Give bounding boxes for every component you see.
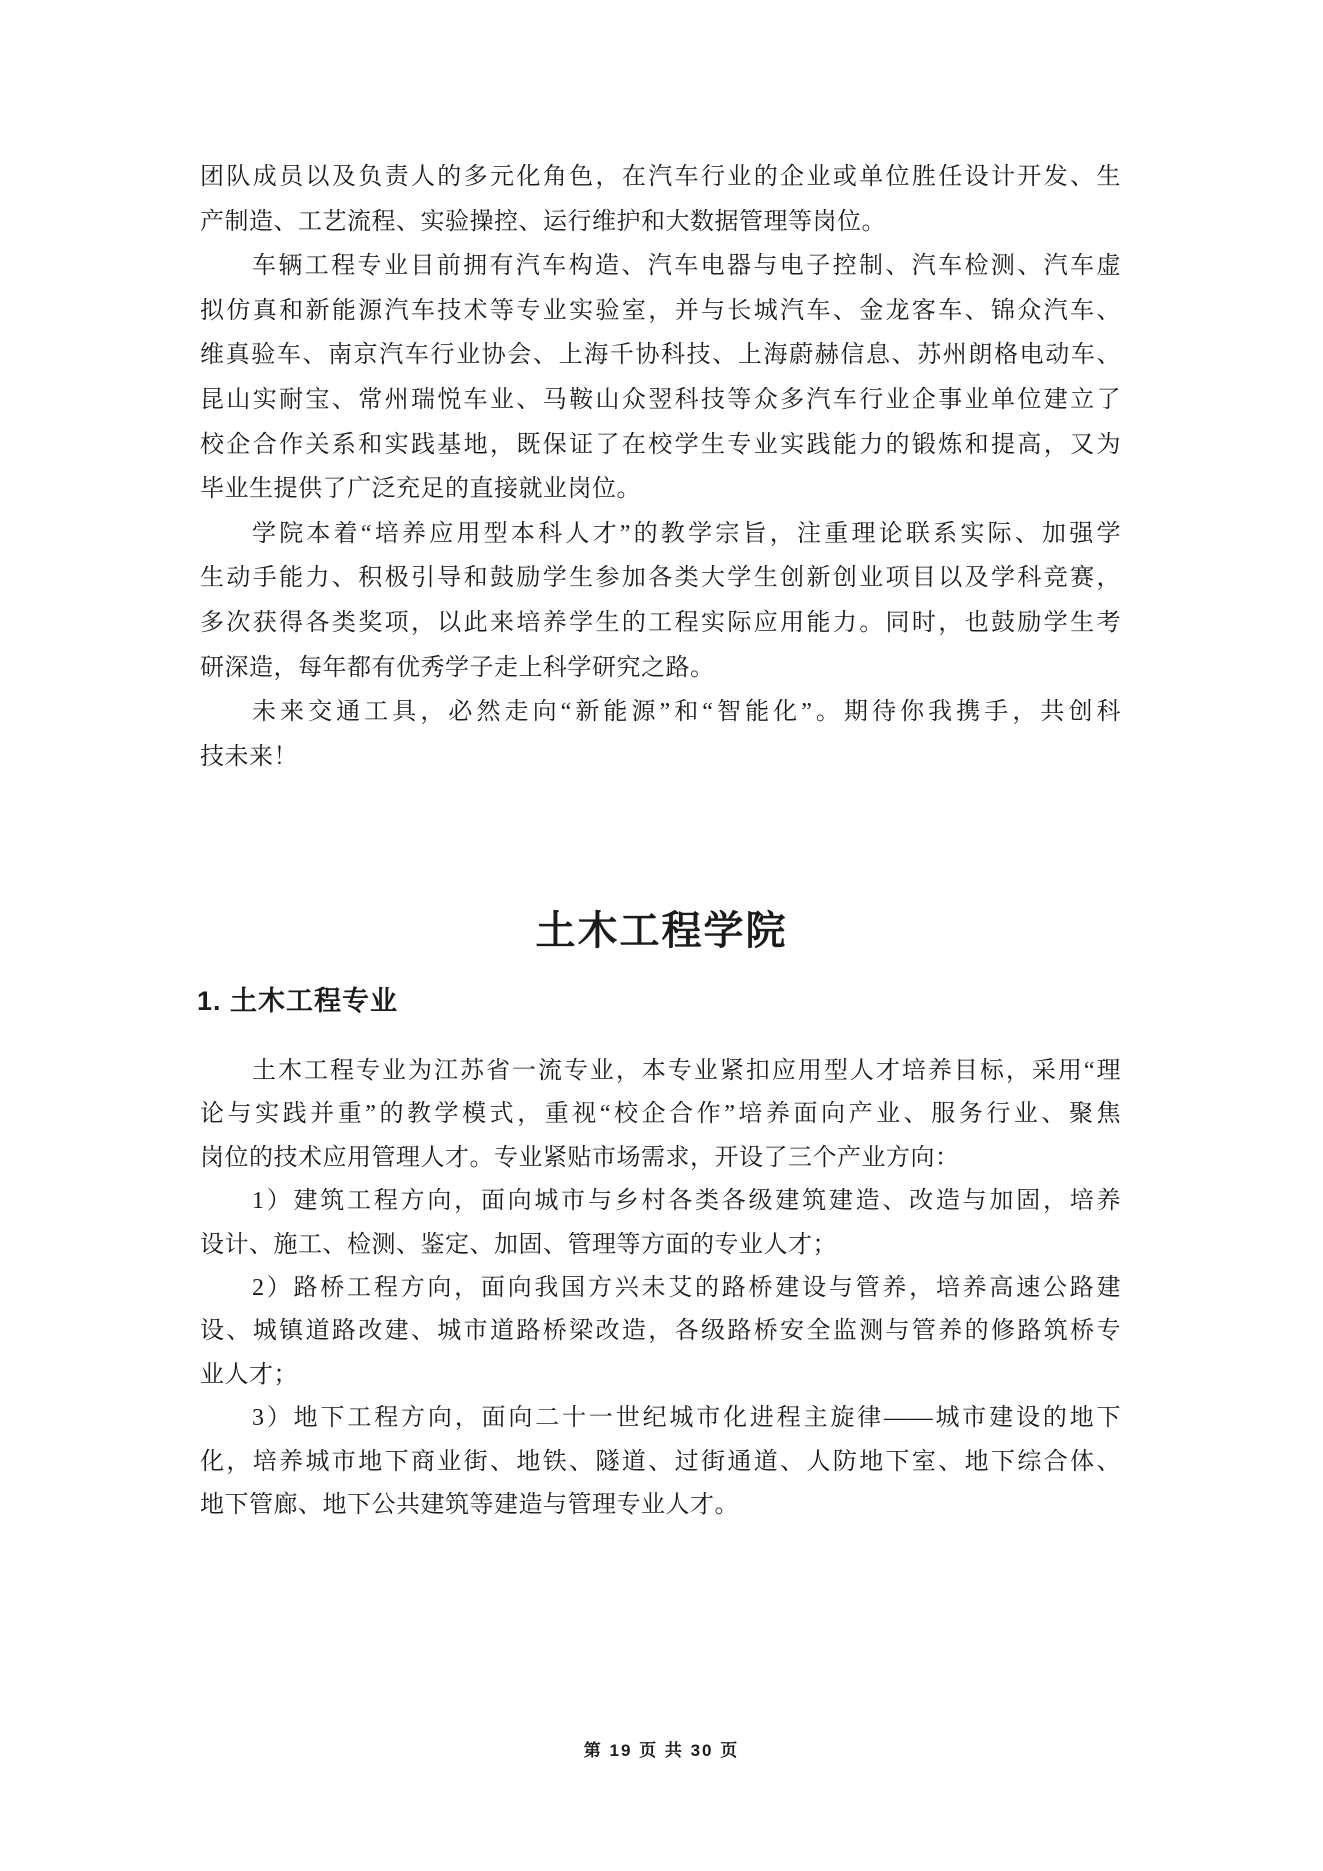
text-line: 3）地下工程方向，面向二十一世纪城市化进程主旋律——城市建设的地下: [252, 1405, 1121, 1432]
text-line: 校企合作关系和实践基地，既保证了在校学生专业实践能力的锻炼和提高，又为: [200, 431, 1121, 458]
subsection-heading-civil-major: 1. 土木工程专业: [197, 986, 399, 1016]
text-line: 岗位的技术应用管理人才。专业紧贴市场需求，开设了三个产业方向：: [200, 1144, 960, 1171]
paragraph-vehicle-roles: [200, 155, 1121, 244]
body-text-block-top: [200, 155, 1121, 779]
text-line: 产制造、工艺流程、实验操控、运行维护和大数据管理等岗位。: [200, 208, 886, 235]
paragraph-civil-overview: [200, 1050, 1121, 1180]
text-line: 生动手能力、积极引导和鼓励学生参加各类大学生创新创业项目以及学科竞赛，: [200, 565, 1121, 592]
text-line: 业人才；: [200, 1361, 298, 1388]
paragraph-teaching-philosophy: [200, 512, 1121, 690]
list-item-road-bridge-direction: [200, 1267, 1121, 1397]
text-line: 车辆工程专业目前拥有汽车构造、汽车电器与电子控制、汽车检测、汽车虚: [252, 253, 1121, 280]
text-line: 设、城镇道路改建、城市道路桥梁改造，各级路桥安全监测与管养的修路筑桥专: [200, 1318, 1121, 1345]
text-line: 拟仿真和新能源汽车技术等专业实验室，并与长城汽车、金龙客车、锦众汽车、: [200, 297, 1121, 324]
body-text-block-bottom: [200, 1050, 1121, 1527]
list-item-building-direction: [200, 1180, 1121, 1267]
page-footer: 第 19 页 共 30 页: [583, 1741, 740, 1760]
text-line: 团队成员以及负责人的多元化角色，在汽车行业的企业或单位胜任设计开发、生: [200, 164, 1121, 190]
text-line: 未来交通工具，必然走向“新能源”和“智能化”。期待你我携手，共创科: [252, 699, 1121, 726]
text-line: 维真验车、南京汽车行业协会、上海千协科技、上海蔚赫信息、苏州朗格电动车、: [200, 342, 1121, 369]
text-line: 论与实践并重”的教学模式，重视“校企合作”培养面向产业、服务行业、聚焦: [200, 1101, 1121, 1128]
list-item-underground-direction: [200, 1397, 1121, 1527]
text-line: 昆山实耐宝、常州瑞悦车业、马鞍山众翌科技等众多汽车行业企事业单位建立了: [200, 386, 1121, 413]
paragraph-vehicle-labs-partners: [200, 244, 1121, 512]
text-line: 技未来！: [200, 743, 298, 770]
text-line: 设计、施工、检测、鉴定、加固、管理等方面的专业人才；: [200, 1231, 837, 1258]
text-line: 1）建筑工程方向，面向城市与乡村各类各级建筑建造、改造与加固，培养: [252, 1188, 1121, 1215]
paragraph-future-transport: [200, 690, 1121, 779]
text-line: 土木工程专业为江苏省一流专业，本专业紧扣应用型人才培养目标，采用“理: [252, 1058, 1121, 1084]
text-line: 化，培养城市地下商业街、地铁、隧道、过街通道、人防地下室、地下综合体、: [200, 1448, 1121, 1475]
text-line: 毕业生提供了广泛充足的直接就业岗位。: [200, 476, 641, 503]
text-line: 2）路桥工程方向，面向我国方兴未艾的路桥建设与管养，培养高速公路建: [252, 1275, 1121, 1302]
text-line: 研深造，每年都有优秀学子走上科学研究之路。: [200, 654, 715, 681]
text-line: 学院本着“培养应用型本科人才”的教学宗旨，注重理论联系实际、加强学: [252, 520, 1121, 547]
text-line: 多次获得各类奖项，以此来培养学生的工程实际应用能力。同时，也鼓励学生考: [200, 609, 1121, 636]
section-heading-civil-engineering: 土木工程学院: [535, 908, 788, 953]
text-line: 地下管廊、地下公共建筑等建造与管理专业人才。: [200, 1492, 739, 1519]
